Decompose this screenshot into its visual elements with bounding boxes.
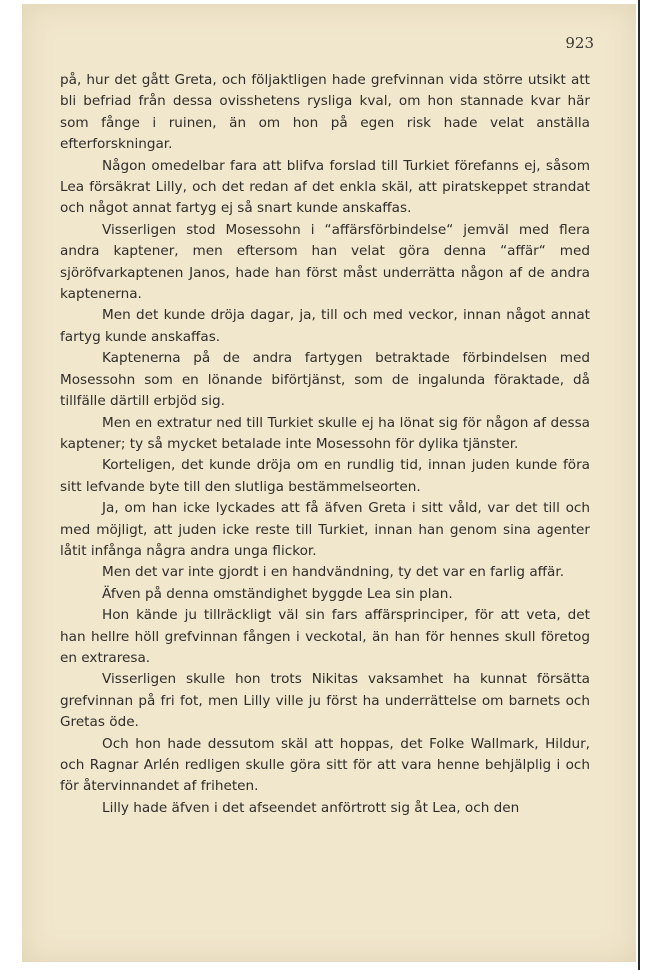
paragraph: Visserligen skulle hon trots Nikitas vaksamhet ha kunnat försätta grefvinnan på fri fot, men Lilly ville ju först ha underrättelse om barnets och Gretas öde. [60,671,590,731]
paragraph: Hon kände ju tillräckligt väl sin fars affärsprinciper, för att veta, det han hellre höll grefvinnan fången i veckotal, än han för hennes skull företog en extraresa. [60,607,590,666]
paragraph: Och hon hade dessutom skäl att hoppas, det Folke Wallmark, Hildur, och Ragnar Arlén redligen skulle göra sitt för att vara henne behjälplig i och för återvinnandet af friheten. [60,735,590,795]
paragraph: Men det var inte gjordt i en handvändning, ty det var en farlig affär. [102,564,565,581]
paragraph: på, hur det gått Greta, och följaktligen hade grefvinnan vida större utsikt att bli befriad från dessa ovisshetens rysliga kval, om hon stannade kvar här som fånge i ruinen, än om hon på egen risk hade velat anställa efterforskningar. [60,72,590,153]
page-number: 923 [565,34,594,52]
paragraph: Kaptenerna på de andra fartygen betraktade förbindelsen med Mosessohn som en lönande biförtjänst, som de ingalunda föraktade, då tillfälle därtill erbjöd sig. [60,350,590,410]
page-edge-line [638,0,640,970]
paragraph: Ja, om han icke lyckades att få äfven Greta i sitt våld, var det till och med möjligt, att juden icke reste till Turkiet, innan han genom sina agenter låtit infånga några andra unga flickor. [60,500,590,559]
paragraph: Men det kunde dröja dagar, ja, till och med veckor, innan något annat fartyg kunde anskaffas. [60,307,590,345]
paragraph: Men en extratur ned till Turkiet skulle ej ha lönat sig för någon af dessa kaptener; ty så mycket betalade inte Mosessohn för dylika tjänster. [60,414,590,452]
paragraph: Korteligen, det kunde dröja om en rundlig tid, innan juden kunde föra sitt lefvande byte till den slutliga bestämmelseorten. [60,457,590,495]
paragraph: Äfven på denna omständighet byggde Lea sin plan. [102,585,453,602]
paragraph: Visserligen stod Mosessohn i “affärsförbindelse“ jemväl med flera andra kaptener, men eftersom han velat göra denna “affär“ med sjöröfvarkaptenen Janos, hade han först måst underrätta någon af de andra kaptenerna. [60,221,590,303]
paragraph: Någon omedelbar fara att blifva forslad till Turkiet förefanns ej, såsom Lea försäkrat Lilly, och det redan af det enkla skäl, att piratskeppet strandat och något annat fartyg ej så snart kunde anskaffas. [60,157,590,217]
body-text [60,70,590,819]
paragraph: Lilly hade äfven i det afseendet anförtrott sig åt Lea, och den [102,799,520,816]
book-page [22,4,636,962]
